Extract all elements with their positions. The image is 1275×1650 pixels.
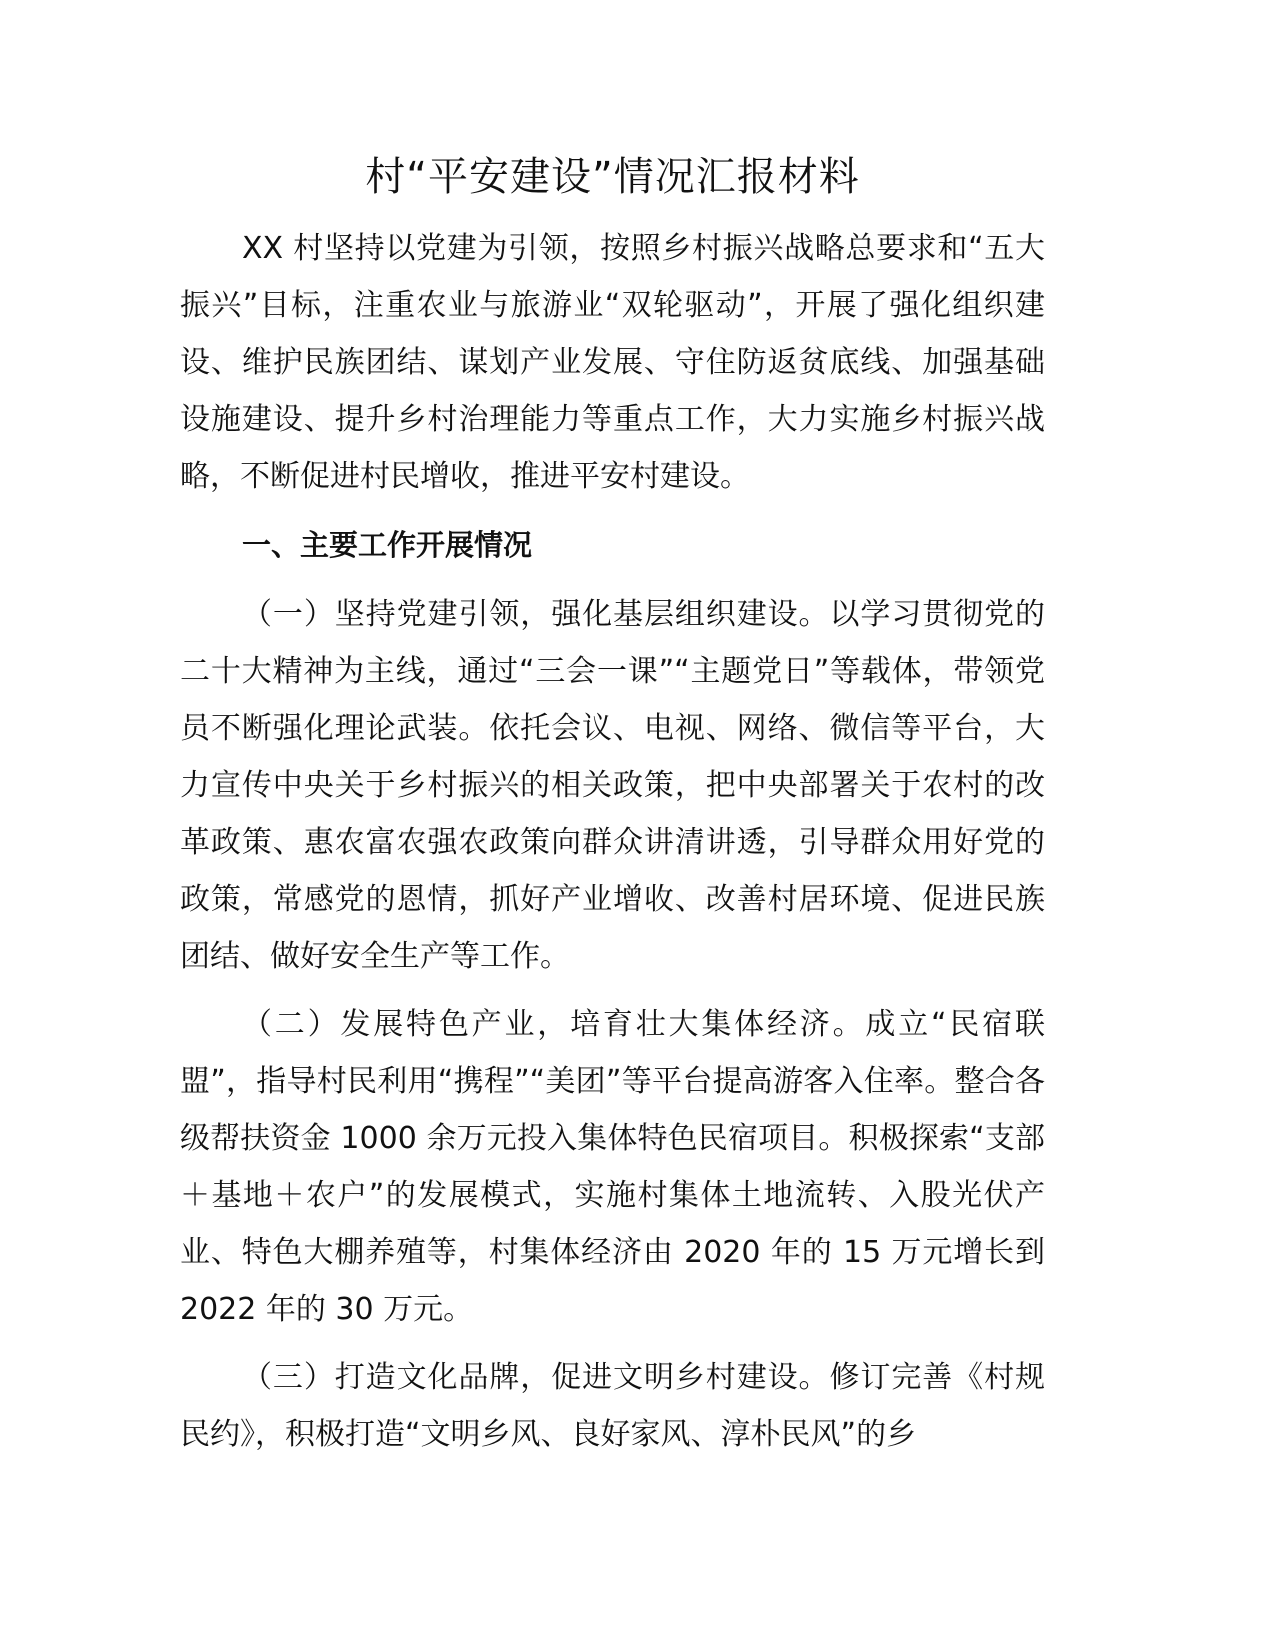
section-item-1: （一）坚持党建引领，强化基层组织建设。以学习贯彻党的二十大精神为主线，通过“三会一课”“主题党日”等载体，带领党员不断强化理论武装。依托会议、电视、网络、微信等平台，大力宣传中央关于乡村振兴的相关政策，把中央部署关于农村的改革政策、惠农富农强农政策向群众讲清讲透，引导群众用好党的政策，常感党的恩情，抓好产业增收、改善村居环境、促进民族团结、做好安全生产等工作。 <box>180 597 1045 974</box>
section-heading: 一、主要工作开展情况 <box>242 528 533 562</box>
section-item-3: （三）打造文化品牌，促进文明乡村建设。修订完善《村规民约》，积极打造“文明乡风、良好家风、淳朴民风”的乡 <box>180 1360 1045 1452</box>
intro-paragraph: XX 村坚持以党建为引领，按照乡村振兴战略总要求和“五大振兴”目标，注重农业与旅游业“双轮驱动”，开展了强化组织建设、维护民族团结、谋划产业发展、守住防返贫底线、加强基础设施建设、提升乡村治理能力等重点工作，大力实施乡村振兴战略，不断促进村民增收，推进平安村建设。 <box>180 231 1045 494</box>
section-item-2: （二）发展特色产业，培育壮大集体经济。成立“民宿联盟”，指导村民利用“携程”“美团”等平台提高游客入住率。整合各级帮扶资金 1000 余万元投入集体特色民宿项目。积极探索“支部＋基地＋农户”的发展模式，实施村集体土地流转、入股光伏产业、特色大棚养殖等，村集体经济由 2020 年的 15 万元增长到 2022 年的 30 万元。 <box>180 1007 1045 1327</box>
document-body <box>180 140 1045 1474</box>
document-title: 村“平安建设”情况汇报材料 <box>365 154 860 200</box>
